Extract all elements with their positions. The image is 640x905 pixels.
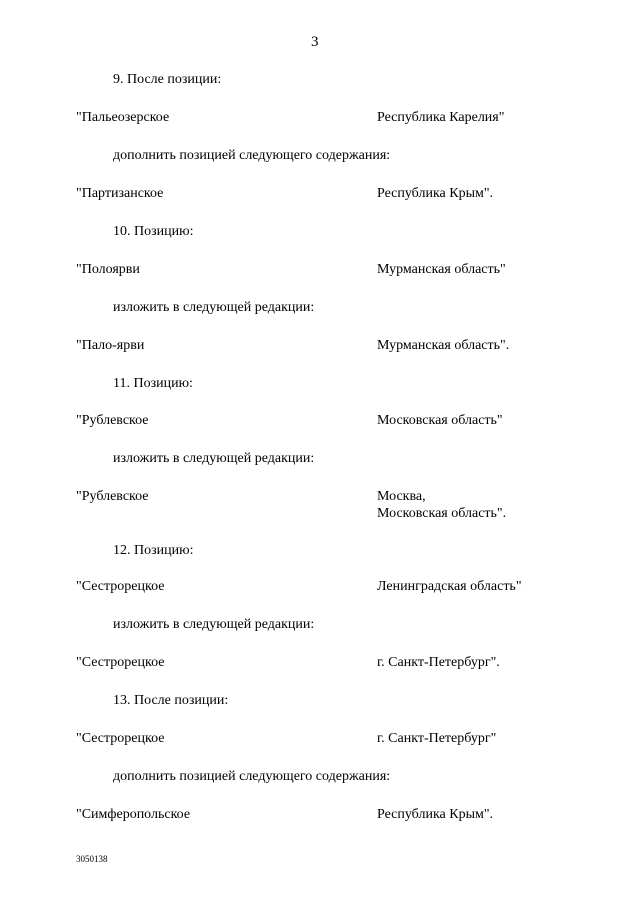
- item-11-new-name: "Рублевское: [76, 489, 149, 504]
- footer-document-code: 3050138: [76, 854, 108, 864]
- item-11-old-name: "Рублевское: [76, 413, 149, 428]
- item-12-heading: 12. Позицию:: [113, 543, 194, 558]
- item-13-new-name: "Симферопольское: [76, 807, 191, 822]
- item-13-heading: 13. После позиции:: [113, 693, 229, 708]
- item-12-old-region: Ленинградская область": [377, 579, 522, 594]
- item-13-old-region: г. Санкт-Петербург": [377, 731, 497, 746]
- item-9-old-region: Республика Карелия": [377, 110, 505, 125]
- item-11-old-region: Московская область": [377, 413, 503, 428]
- item-10-new-region: Мурманская область".: [377, 338, 510, 353]
- item-10-old-region: Мурманская область": [377, 262, 506, 277]
- item-9-instruction: дополнить позицией следующего содержания:: [113, 148, 391, 163]
- item-9-new-name: "Партизанское: [76, 186, 164, 201]
- item-13-instruction: дополнить позицией следующего содержания:: [113, 769, 391, 784]
- item-11-new-region-line-1: Москва,: [377, 489, 426, 504]
- item-9-new-region: Республика Крым".: [377, 186, 494, 201]
- item-13-new-region: Республика Крым".: [377, 807, 494, 822]
- item-11-instruction: изложить в следующей редакции:: [113, 451, 315, 466]
- item-9-old-name: "Пальеозерское: [76, 110, 170, 125]
- item-9-heading: 9. После позиции:: [113, 72, 222, 87]
- item-10-instruction: изложить в следующей редакции:: [113, 300, 315, 315]
- item-10-heading: 10. Позицию:: [113, 224, 194, 239]
- item-10-old-name: "Полоярви: [76, 262, 140, 277]
- page-number: 3: [311, 34, 319, 50]
- item-12-new-name: "Сестрорецкое: [76, 655, 165, 670]
- item-10-new-name: "Пало-ярви: [76, 338, 145, 353]
- item-13-old-name: "Сестрорецкое: [76, 731, 165, 746]
- item-12-instruction: изложить в следующей редакции:: [113, 617, 315, 632]
- item-12-old-name: "Сестрорецкое: [76, 579, 165, 594]
- item-12-new-region: г. Санкт-Петербург".: [377, 655, 500, 670]
- item-11-new-region-line-2: Московская область".: [377, 506, 507, 521]
- item-11-heading: 11. Позицию:: [113, 376, 193, 391]
